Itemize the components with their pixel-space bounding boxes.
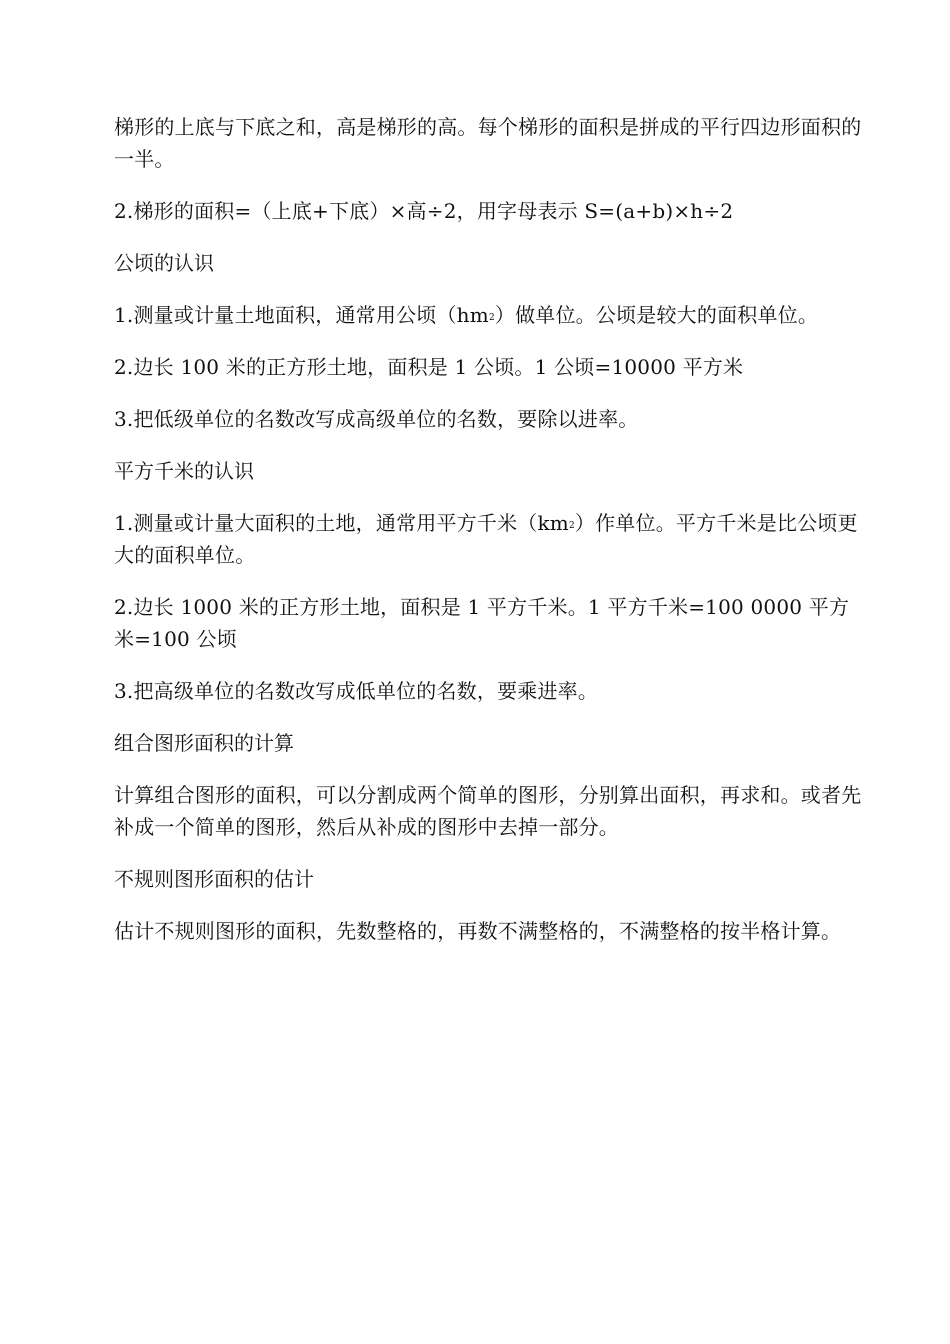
- hectare-unit-superscript: 2: [488, 313, 495, 323]
- composite-area-paragraph: 计算组合图形的面积，可以分割成两个简单的图形，分别算出面积，再求和。或者先补成一个简单的图形，然后从补成的图形中去掉一部分。: [114, 783, 862, 839]
- document-page: [114, 111, 862, 967]
- hectare-definition-text-end: ）做单位。公顷是较大的面积单位。: [494, 303, 819, 327]
- square-km-conversion-paragraph: 2.边长 1000 米的正方形土地，面积是 1 平方千米。1 平方千米=100 0000 平方米=100 公顷: [114, 595, 850, 651]
- hectare-definition-paragraph: [114, 299, 862, 331]
- hectare-definition-text-start: 1.测量或计量土地面积，通常用公顷（hm: [114, 303, 489, 327]
- trapezoid-derivation-paragraph: 梯形的上底与下底之和，高是梯形的高。每个梯形的面积是拼成的平行四边形面积的一半。: [114, 115, 862, 171]
- square-km-definition-text-start: 1.测量或计量大面积的土地，通常用平方千米（km: [114, 511, 569, 535]
- hectare-conversion-paragraph: 2.边长 100 米的正方形土地，面积是 1 公顷。1 公顷=10000 平方米: [114, 355, 744, 379]
- irregular-area-paragraph: 估计不规则图形的面积，先数整格的，再数不满整格的，不满整格的按半格计算。: [114, 919, 842, 943]
- square-km-definition-text-end: ）作单位。平方千米是比公顷更大的面积单位。: [114, 511, 858, 567]
- trapezoid-area-formula: 2.梯形的面积=（上底+下底）×高÷2，用字母表示 S=(a+b)×h÷2: [114, 199, 734, 223]
- square-km-definition-paragraph: [114, 507, 862, 571]
- hectare-rule-paragraph: 3.把低级单位的名数改写成高级单位的名数，要除以进率。: [114, 407, 639, 431]
- square-km-rule-paragraph: 3.把高级单位的名数改写成低单位的名数，要乘进率。: [114, 679, 599, 703]
- composite-area-section-heading: 组合图形面积的计算: [114, 731, 294, 755]
- hectare-section-heading: 公顷的认识: [114, 251, 214, 275]
- irregular-area-section-heading: 不规则图形面积的估计: [114, 867, 314, 891]
- square-km-unit-superscript: 2: [568, 521, 575, 531]
- square-km-section-heading: 平方千米的认识: [114, 459, 254, 483]
